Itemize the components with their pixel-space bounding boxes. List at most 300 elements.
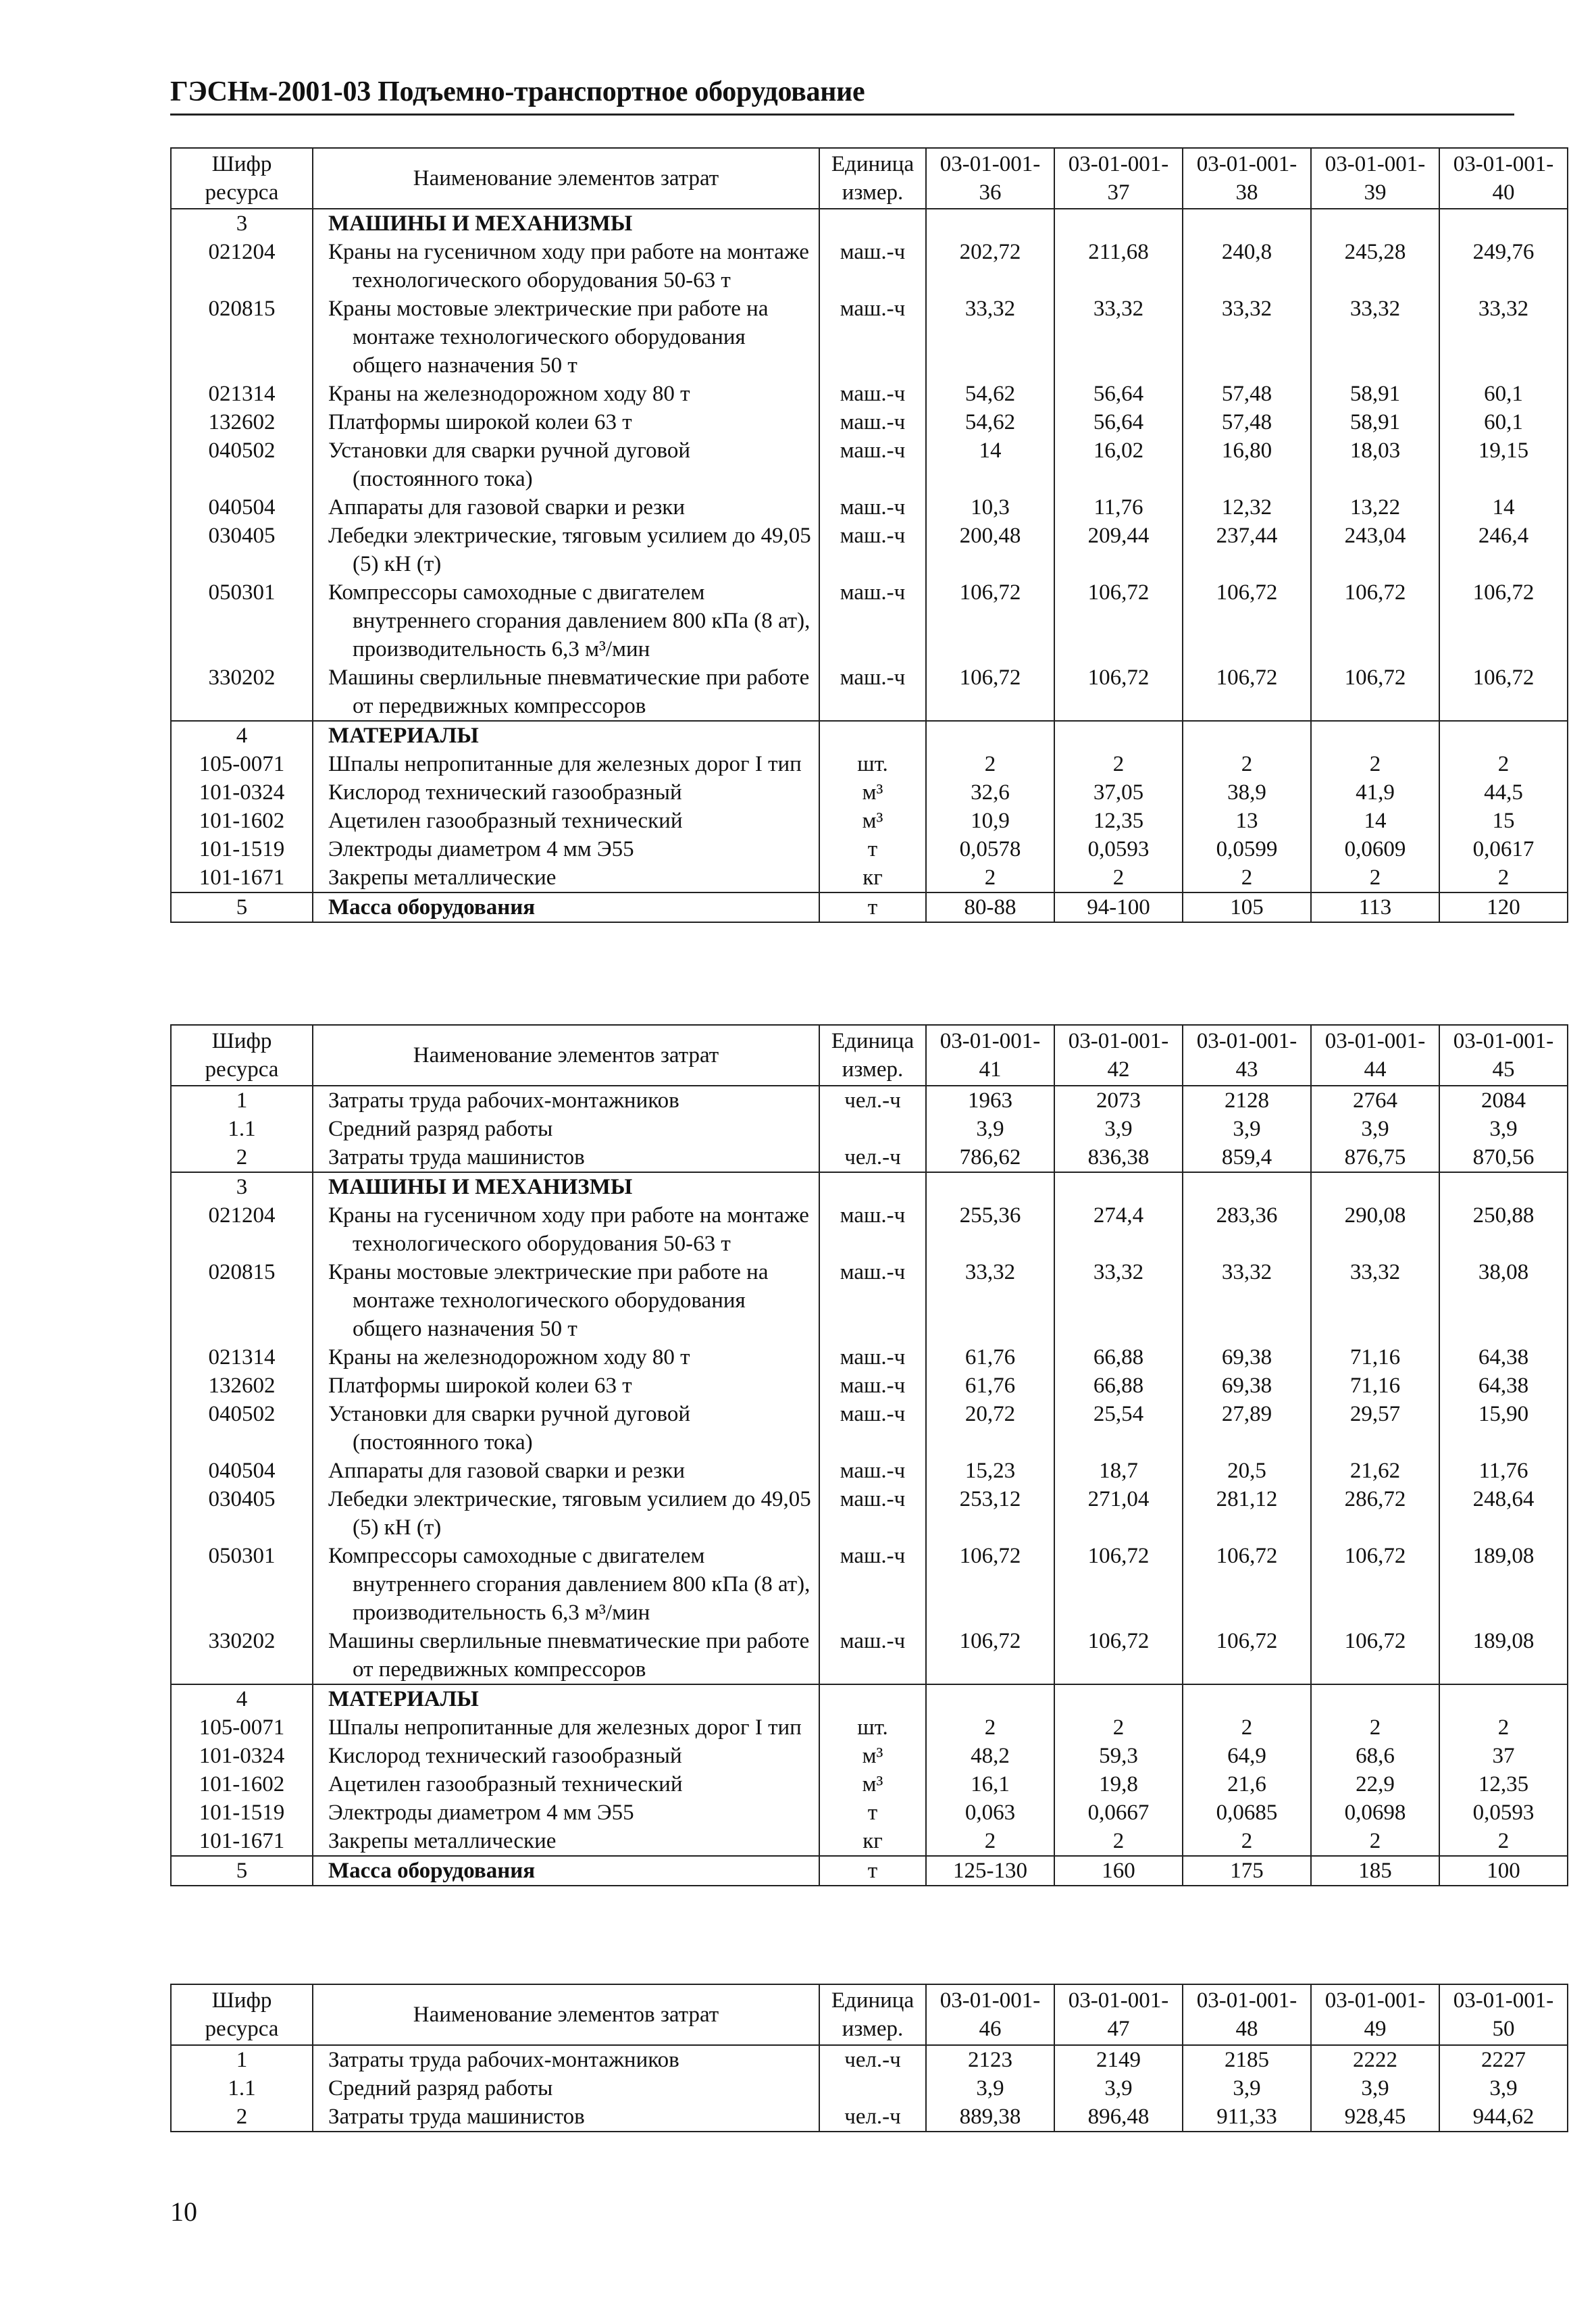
norm-value: 786,62 — [926, 1143, 1054, 1172]
cost-element-cell — [313, 1742, 819, 1770]
resource-code: 105-0071 — [171, 1713, 313, 1742]
norm-value: 14 — [1439, 493, 1568, 522]
resource-code: 1 — [171, 1086, 313, 1115]
section-row — [171, 721, 1568, 750]
norm-value: 2084 — [1439, 1086, 1568, 1115]
unit-of-measure: маш.-ч — [819, 436, 926, 493]
cost-element-cell — [313, 1627, 819, 1684]
norm-value: 32,6 — [926, 778, 1054, 807]
column-header-name: Наименование элементов затрат — [313, 1984, 819, 2045]
norm-value — [1311, 721, 1439, 750]
norm-value: 0,0617 — [1439, 835, 1568, 863]
norm-value: 54,62 — [926, 408, 1054, 436]
table-row — [171, 295, 1568, 380]
norm-value: 54,62 — [926, 380, 1054, 408]
page-number: 10 — [170, 2196, 197, 2227]
column-header-name: Наименование элементов затрат — [313, 148, 819, 209]
norm-value: 13 — [1183, 807, 1311, 835]
norm-value — [1054, 721, 1183, 750]
resource-code: 101-1602 — [171, 807, 313, 835]
norm-value: 71,16 — [1311, 1343, 1439, 1372]
norm-value: 859,4 — [1183, 1143, 1311, 1172]
norm-value — [1439, 1684, 1568, 1713]
cost-element-name: МАТЕРИАЛЫ — [328, 724, 479, 748]
table-row — [171, 408, 1568, 436]
unit-of-measure: маш.-ч — [819, 380, 926, 408]
norm-value: 106,72 — [1183, 1627, 1311, 1684]
cost-element-cell — [313, 663, 819, 721]
unit-of-measure: т — [819, 1799, 926, 1827]
cost-element-cell — [313, 1457, 819, 1485]
norm-value: 125-130 — [926, 1856, 1054, 1886]
table-row — [171, 380, 1568, 408]
norm-value: 2 — [1439, 1827, 1568, 1856]
norm-value: 0,0698 — [1311, 1799, 1439, 1827]
column-header-norm: 03-01-001-46 — [926, 1984, 1054, 2045]
norm-value — [1439, 209, 1568, 238]
norm-value: 3,9 — [926, 2074, 1054, 2103]
norm-value: 253,12 — [926, 1485, 1054, 1542]
norm-value: 896,48 — [1054, 2103, 1183, 2132]
table-row — [171, 1485, 1568, 1542]
cost-element-cell — [313, 578, 819, 663]
norm-value — [1054, 1684, 1183, 1713]
cost-element-name: Электроды диаметром 4 мм Э55 — [328, 1801, 634, 1825]
cost-element-cell — [313, 1542, 819, 1627]
cost-element-name: МАТЕРИАЛЫ — [328, 1687, 479, 1711]
cost-element-name: Аппараты для газовой сварки и резки — [328, 495, 685, 520]
norm-value: 2227 — [1439, 2045, 1568, 2074]
cost-element-name: Затраты труда машинистов — [328, 2105, 585, 2129]
cost-element-name: Электроды диаметром 4 мм Э55 — [328, 837, 634, 861]
norm-value: 71,16 — [1311, 1372, 1439, 1400]
norm-value: 237,44 — [1183, 522, 1311, 578]
cost-element-name: Краны на гусеничном ходу при работе на монтаже технологического оборудования 50-63 т — [328, 240, 809, 293]
norm-value: 3,9 — [1054, 1115, 1183, 1143]
norm-value: 211,68 — [1054, 238, 1183, 295]
norm-value: 38,9 — [1183, 778, 1311, 807]
norm-value: 64,9 — [1183, 1742, 1311, 1770]
norm-value: 200,48 — [926, 522, 1054, 578]
norm-value — [1054, 209, 1183, 238]
table-row — [171, 1343, 1568, 1372]
cost-element-cell — [313, 1400, 819, 1457]
column-header-norm: 03-01-001-49 — [1311, 1984, 1439, 2045]
resource-code: 101-1671 — [171, 1827, 313, 1856]
norm-value: 57,48 — [1183, 380, 1311, 408]
norm-value: 2128 — [1183, 1086, 1311, 1115]
unit-of-measure: чел.-ч — [819, 2045, 926, 2074]
norm-value: 2 — [1311, 750, 1439, 778]
column-header-norm: 03-01-001-45 — [1439, 1025, 1568, 1086]
header-row — [171, 148, 1568, 209]
cost-table-3 — [170, 1984, 1568, 2132]
norm-value: 66,88 — [1054, 1343, 1183, 1372]
table-body — [171, 209, 1568, 922]
cost-element-name: Масса оборудования — [328, 1859, 536, 1883]
cost-element-cell — [313, 721, 819, 750]
norm-value: 2185 — [1183, 2045, 1311, 2074]
cost-element-cell — [313, 1258, 819, 1343]
resource-code: 030405 — [171, 522, 313, 578]
cost-element-cell — [313, 1201, 819, 1258]
norm-value: 15,90 — [1439, 1400, 1568, 1457]
section-row — [171, 892, 1568, 922]
norm-value — [1311, 1172, 1439, 1201]
unit-of-measure: м³ — [819, 1742, 926, 1770]
cost-element-cell — [313, 238, 819, 295]
cost-element-name: Кислород технический газообразный — [328, 780, 682, 805]
resource-code: 105-0071 — [171, 750, 313, 778]
norm-value: 94-100 — [1054, 892, 1183, 922]
norm-value: 15,23 — [926, 1457, 1054, 1485]
norm-value: 2 — [1439, 863, 1568, 892]
cost-element-cell — [313, 892, 819, 922]
unit-of-measure: маш.-ч — [819, 1343, 926, 1372]
resource-code: 101-0324 — [171, 778, 313, 807]
table-row — [171, 1627, 1568, 1684]
cost-element-name: Компрессоры самоходные с двигателем внутреннего сгорания давлением 800 кПа (8 ат), производительность 6,3 м³/мин — [328, 580, 810, 661]
unit-of-measure: т — [819, 1856, 926, 1886]
column-header-unit: Единица измер. — [819, 1025, 926, 1086]
cost-element-cell — [313, 209, 819, 238]
norm-value: 33,32 — [1054, 295, 1183, 380]
unit-of-measure: маш.-ч — [819, 522, 926, 578]
resource-code: 1 — [171, 2045, 313, 2074]
cost-element-cell — [313, 2074, 819, 2103]
resource-code: 050301 — [171, 578, 313, 663]
norm-value: 2 — [1054, 1713, 1183, 1742]
cost-element-cell — [313, 408, 819, 436]
unit-of-measure — [819, 2074, 926, 2103]
norm-value: 61,76 — [926, 1372, 1054, 1400]
norm-value: 33,32 — [1439, 295, 1568, 380]
unit-of-measure: чел.-ч — [819, 2103, 926, 2132]
cost-element-name: Масса оборудования — [328, 895, 536, 920]
norm-value: 2 — [1183, 863, 1311, 892]
cost-element-name: Шпалы непропитанные для железных дорог I тип — [328, 752, 802, 776]
norm-value — [926, 1172, 1054, 1201]
norm-value: 0,0578 — [926, 835, 1054, 863]
norm-value: 12,35 — [1439, 1770, 1568, 1799]
norm-value: 2 — [1311, 863, 1439, 892]
resource-code: 5 — [171, 892, 313, 922]
norm-value: 248,64 — [1439, 1485, 1568, 1542]
table-row — [171, 1770, 1568, 1799]
norm-value: 11,76 — [1439, 1457, 1568, 1485]
norm-value: 286,72 — [1311, 1485, 1439, 1542]
norm-value: 19,15 — [1439, 436, 1568, 493]
norm-value: 3,9 — [1183, 2074, 1311, 2103]
norm-value: 69,38 — [1183, 1372, 1311, 1400]
column-header-norm: 03-01-001-44 — [1311, 1025, 1439, 1086]
norm-value: 106,72 — [1183, 578, 1311, 663]
norm-value: 33,32 — [1311, 1258, 1439, 1343]
norm-value: 29,57 — [1311, 1400, 1439, 1457]
norm-value: 209,44 — [1054, 522, 1183, 578]
norm-value: 1963 — [926, 1086, 1054, 1115]
norm-value: 64,38 — [1439, 1372, 1568, 1400]
norm-value: 2 — [1183, 1713, 1311, 1742]
cost-element-cell — [313, 1372, 819, 1400]
header-row — [171, 1984, 1568, 2045]
cost-element-name: Установки для сварки ручной дуговой (постоянного тока) — [328, 438, 691, 491]
table-row — [171, 1799, 1568, 1827]
norm-value: 106,72 — [1183, 663, 1311, 721]
norm-value: 274,4 — [1054, 1201, 1183, 1258]
cost-element-cell — [313, 436, 819, 493]
norm-value: 0,0609 — [1311, 835, 1439, 863]
norm-value: 240,8 — [1183, 238, 1311, 295]
cost-element-name: МАШИНЫ И МЕХАНИЗМЫ — [328, 1175, 633, 1199]
norm-value: 876,75 — [1311, 1143, 1439, 1172]
cost-element-cell — [313, 835, 819, 863]
norm-value: 2 — [1054, 1827, 1183, 1856]
table-row — [171, 807, 1568, 835]
cost-element-name: Лебедки электрические, тяговым усилием до 49,05 (5) кН (т) — [328, 524, 811, 576]
cost-element-cell — [313, 2103, 819, 2132]
unit-of-measure: маш.-ч — [819, 408, 926, 436]
unit-of-measure: т — [819, 892, 926, 922]
cost-element-cell — [313, 750, 819, 778]
norm-value: 48,2 — [926, 1742, 1054, 1770]
cost-element-name: Машины сверлильные пневматические при работе от передвижных компрессоров — [328, 1629, 810, 1682]
norm-value — [1183, 1172, 1311, 1201]
norm-value: 16,1 — [926, 1770, 1054, 1799]
cost-element-cell — [313, 295, 819, 380]
norm-value: 870,56 — [1439, 1143, 1568, 1172]
resource-code: 2 — [171, 2103, 313, 2132]
cost-element-cell — [313, 863, 819, 892]
header-title: ГЭСНм-2001-03 Подъемно-транспортное оборудование — [170, 76, 865, 107]
norm-value: 2 — [926, 750, 1054, 778]
cost-element-cell — [313, 1143, 819, 1172]
norm-value: 0,0667 — [1054, 1799, 1183, 1827]
unit-of-measure: маш.-ч — [819, 1627, 926, 1684]
cost-element-name: Ацетилен газообразный технический — [328, 809, 683, 833]
unit-of-measure: кг — [819, 863, 926, 892]
norm-value — [1183, 1684, 1311, 1713]
norm-value: 928,45 — [1311, 2103, 1439, 2132]
unit-of-measure — [819, 1172, 926, 1201]
norm-value: 120 — [1439, 892, 1568, 922]
norm-value: 37 — [1439, 1742, 1568, 1770]
column-header-code: Шифр ресурса — [171, 1984, 313, 2045]
norm-value: 255,36 — [926, 1201, 1054, 1258]
norm-value: 59,3 — [1054, 1742, 1183, 1770]
norm-value: 106,72 — [1439, 578, 1568, 663]
norm-value: 0,063 — [926, 1799, 1054, 1827]
norm-value: 2 — [926, 1827, 1054, 1856]
cost-element-name: МАШИНЫ И МЕХАНИЗМЫ — [328, 211, 633, 236]
page-header — [170, 76, 1514, 116]
norm-value: 2764 — [1311, 1086, 1439, 1115]
unit-of-measure: маш.-ч — [819, 1542, 926, 1627]
norm-value: 202,72 — [926, 238, 1054, 295]
norm-value: 2 — [1311, 1827, 1439, 1856]
cost-element-cell — [313, 522, 819, 578]
norm-value: 106,72 — [926, 578, 1054, 663]
norm-value: 2 — [1183, 1827, 1311, 1856]
cost-element-name: Краны на железнодорожном ходу 80 т — [328, 1345, 690, 1369]
resource-code: 021204 — [171, 238, 313, 295]
column-header-code: Шифр ресурса — [171, 1025, 313, 1086]
norm-value — [1311, 209, 1439, 238]
cost-element-name: Средний разряд работы — [328, 2076, 553, 2101]
cost-element-name: Кислород технический газообразный — [328, 1744, 682, 1768]
norm-value: 106,72 — [1054, 578, 1183, 663]
norm-value — [1439, 721, 1568, 750]
resource-code: 021314 — [171, 1343, 313, 1372]
norm-value: 2 — [1183, 750, 1311, 778]
norm-value: 68,6 — [1311, 1742, 1439, 1770]
norm-value: 56,64 — [1054, 408, 1183, 436]
column-header-norm: 03-01-001-36 — [926, 148, 1054, 209]
norm-value — [1439, 1172, 1568, 1201]
norm-value: 944,62 — [1439, 2103, 1568, 2132]
norm-value: 41,9 — [1311, 778, 1439, 807]
unit-of-measure: маш.-ч — [819, 578, 926, 663]
cost-element-cell — [313, 1115, 819, 1143]
norm-value: 57,48 — [1183, 408, 1311, 436]
unit-of-measure: кг — [819, 1827, 926, 1856]
cost-element-cell — [313, 1172, 819, 1201]
unit-of-measure: м³ — [819, 1770, 926, 1799]
table-row — [171, 2103, 1568, 2132]
cost-element-name: Ацетилен газообразный технический — [328, 1772, 683, 1796]
cost-table-1 — [170, 147, 1568, 923]
column-header-norm: 03-01-001-41 — [926, 1025, 1054, 1086]
unit-of-measure: м³ — [819, 807, 926, 835]
norm-value: 189,08 — [1439, 1627, 1568, 1684]
resource-code: 040502 — [171, 436, 313, 493]
cost-element-cell — [313, 1485, 819, 1542]
unit-of-measure: чел.-ч — [819, 1086, 926, 1115]
resource-code: 330202 — [171, 1627, 313, 1684]
norm-value: 106,72 — [1054, 1627, 1183, 1684]
column-header-norm: 03-01-001-43 — [1183, 1025, 1311, 1086]
norm-value: 2 — [1054, 750, 1183, 778]
norm-value: 66,88 — [1054, 1372, 1183, 1400]
norm-value: 13,22 — [1311, 493, 1439, 522]
unit-of-measure: маш.-ч — [819, 1485, 926, 1542]
resource-code: 101-1519 — [171, 1799, 313, 1827]
norm-value: 2 — [1054, 863, 1183, 892]
norm-value — [926, 1684, 1054, 1713]
resource-code: 040502 — [171, 1400, 313, 1457]
resource-code: 020815 — [171, 1258, 313, 1343]
norm-value: 106,72 — [926, 1542, 1054, 1627]
norm-value: 3,9 — [926, 1115, 1054, 1143]
norm-value: 14 — [926, 436, 1054, 493]
norm-value — [1183, 721, 1311, 750]
cost-element-cell — [313, 2045, 819, 2074]
unit-of-measure — [819, 721, 926, 750]
norm-value: 10,9 — [926, 807, 1054, 835]
norm-value: 22,9 — [1311, 1770, 1439, 1799]
norm-value: 12,35 — [1054, 807, 1183, 835]
norm-value: 2149 — [1054, 2045, 1183, 2074]
norm-value: 33,32 — [926, 295, 1054, 380]
cost-element-name: Средний разряд работы — [328, 1117, 553, 1141]
norm-value: 271,04 — [1054, 1485, 1183, 1542]
table-row — [171, 1372, 1568, 1400]
section-row — [171, 1684, 1568, 1713]
norm-value: 0,0599 — [1183, 835, 1311, 863]
norm-value: 0,0593 — [1054, 835, 1183, 863]
unit-of-measure: маш.-ч — [819, 1457, 926, 1485]
norm-value: 33,32 — [926, 1258, 1054, 1343]
norm-value: 911,33 — [1183, 2103, 1311, 2132]
table-row — [171, 1542, 1568, 1627]
norm-value: 3,9 — [1311, 2074, 1439, 2103]
norm-value: 44,5 — [1439, 778, 1568, 807]
unit-of-measure: шт. — [819, 750, 926, 778]
column-header-norm: 03-01-001-47 — [1054, 1984, 1183, 2045]
cost-element-name: Затраты труда рабочих-монтажников — [328, 2048, 679, 2072]
norm-value: 3,9 — [1439, 1115, 1568, 1143]
table-row — [171, 1742, 1568, 1770]
cost-element-cell — [313, 807, 819, 835]
unit-of-measure: маш.-ч — [819, 663, 926, 721]
table-row — [171, 1086, 1568, 1115]
norm-value: 19,8 — [1054, 1770, 1183, 1799]
cost-element-cell — [313, 778, 819, 807]
cost-element-name: Краны на гусеничном ходу при работе на монтаже технологического оборудования 50-63 т — [328, 1203, 809, 1256]
norm-value: 0,0685 — [1183, 1799, 1311, 1827]
cost-element-cell — [313, 493, 819, 522]
norm-value: 16,80 — [1183, 436, 1311, 493]
norm-value: 175 — [1183, 1856, 1311, 1886]
resource-code: 1.1 — [171, 1115, 313, 1143]
norm-value: 64,38 — [1439, 1343, 1568, 1372]
norm-value: 106,72 — [1054, 1542, 1183, 1627]
norm-value: 836,38 — [1054, 1143, 1183, 1172]
table-row — [171, 1258, 1568, 1343]
norm-value: 106,72 — [1183, 1542, 1311, 1627]
table-row — [171, 1201, 1568, 1258]
table-body — [171, 1086, 1568, 1886]
norm-value: 58,91 — [1311, 380, 1439, 408]
resource-code: 3 — [171, 1172, 313, 1201]
norm-value: 106,72 — [926, 1627, 1054, 1684]
norm-value: 20,72 — [926, 1400, 1054, 1457]
resource-code: 040504 — [171, 1457, 313, 1485]
norm-value: 189,08 — [1439, 1542, 1568, 1627]
norm-value: 21,62 — [1311, 1457, 1439, 1485]
table-body — [171, 2045, 1568, 2132]
table-row — [171, 750, 1568, 778]
column-header-unit: Единица измер. — [819, 1984, 926, 2045]
norm-value: 246,4 — [1439, 522, 1568, 578]
norm-value: 2 — [1439, 1713, 1568, 1742]
resource-code: 4 — [171, 721, 313, 750]
unit-of-measure: маш.-ч — [819, 1258, 926, 1343]
norm-value: 3,9 — [1311, 1115, 1439, 1143]
resource-code: 050301 — [171, 1542, 313, 1627]
column-header-norm: 03-01-001-40 — [1439, 148, 1568, 209]
cost-element-cell — [313, 1086, 819, 1115]
norm-value: 106,72 — [1311, 578, 1439, 663]
resource-code: 101-1519 — [171, 835, 313, 863]
unit-of-measure: маш.-ч — [819, 1201, 926, 1258]
norm-value: 37,05 — [1054, 778, 1183, 807]
norm-value — [1183, 209, 1311, 238]
norm-value: 15 — [1439, 807, 1568, 835]
norm-value: 106,72 — [1439, 663, 1568, 721]
unit-of-measure: маш.-ч — [819, 238, 926, 295]
table-row — [171, 863, 1568, 892]
